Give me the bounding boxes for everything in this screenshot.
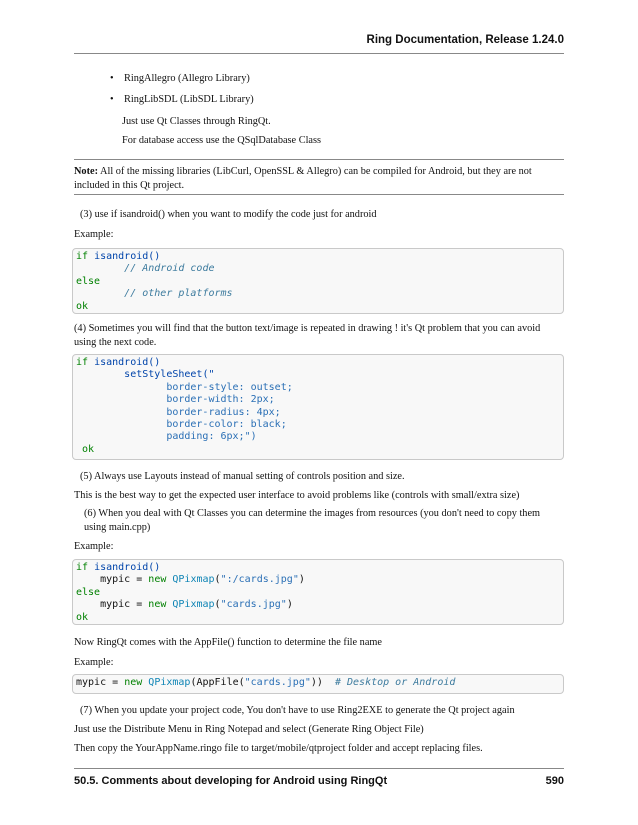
- code-token: mypic: [100, 574, 131, 586]
- bullet-text: RingAllegro (Allegro Library): [124, 73, 250, 84]
- code-comment: # Desktop or Android: [334, 677, 456, 688]
- code-token: QPixmap: [172, 574, 215, 586]
- code-token: =: [136, 599, 143, 611]
- code-string: border-color: black;: [166, 418, 287, 430]
- bullet-list: [110, 73, 254, 115]
- code-comment: // other platforms: [124, 288, 233, 300]
- item-6: (6) When you deal with Qt Classes you can determine the images from resources (you don't need to copy them using main.cpp): [84, 508, 541, 533]
- code-string: border-style: outset;: [166, 381, 293, 393]
- paragraph-best-way: This is the best way to get the expected user interface to avoid problems like (controls with small/extra size): [74, 490, 520, 501]
- note-label: Note:: [74, 166, 99, 177]
- note-top-rule: [74, 159, 564, 160]
- paragraph-db: For database access use the QSqlDatabase Class: [122, 135, 322, 146]
- footer-rule: [74, 768, 564, 769]
- code-block-4: [72, 674, 564, 694]
- code-token: ok: [76, 611, 89, 623]
- code-token: new: [124, 677, 143, 688]
- code-token: =: [112, 677, 119, 688]
- code-token: mypic: [76, 677, 107, 688]
- code-string: "cards.jpg": [220, 599, 287, 611]
- bullet-item: • RingLibSDL (LibSDL Library): [110, 94, 254, 105]
- code-block-3: if isandroid() mypic = new QPixmap(":/cards.jpg") else mypic = new QPixmap("cards.jpg") ok: [72, 559, 564, 625]
- example-label: Example:: [74, 657, 114, 668]
- code-token: if: [76, 562, 89, 573]
- footer-section: 50.5. Comments about developing for Android using RingQt: [74, 775, 388, 787]
- code-token: setStyleSheet(": [124, 369, 215, 381]
- item-3: (3) use if isandroid() when you want to modify the code just for android: [80, 209, 377, 220]
- note-text: All of the missing libraries (LibCurl, OpenSSL & Allegro) can be compiled for Android, but they are not included in this Qt project.: [74, 166, 532, 191]
- code-string: ":/cards.jpg": [220, 574, 299, 586]
- code-token: else: [76, 275, 101, 287]
- code-token: else: [76, 586, 101, 598]
- code-token: isandroid(): [94, 251, 161, 262]
- item-4: (4) Sometimes you will find that the button text/image is repeated in drawing ! it's Qt problem that you can avoid using the next code.: [74, 323, 541, 348]
- code-string: border-radius: 4px;: [166, 406, 281, 418]
- note-bottom-rule: [74, 194, 564, 195]
- code-string: "cards.jpg": [244, 677, 311, 688]
- page-header: Ring Documentation, Release 1.24.0: [366, 34, 564, 46]
- code-token: =: [136, 574, 143, 586]
- code-string: border-width: 2px;: [166, 394, 275, 406]
- page-number: 590: [545, 775, 564, 787]
- code-token: isandroid(): [94, 562, 161, 573]
- code-token: QPixmap: [148, 677, 191, 688]
- paragraph-distribute: Just use the Distribute Menu in Ring Notepad and select (Generate Ring Object File): [74, 724, 424, 735]
- code-token: mypic: [100, 599, 131, 611]
- paragraph-copy: Then copy the YourAppName.ringo file to target/mobile/qtproject folder and accept replacing files.: [74, 743, 483, 754]
- paragraph-qt: Just use Qt Classes through RingQt.: [122, 116, 271, 127]
- example-label: Example:: [74, 541, 114, 552]
- header-rule: [74, 53, 564, 54]
- code-token: QPixmap: [172, 599, 215, 611]
- note-box: [74, 165, 564, 193]
- example-label: Example:: [74, 229, 114, 240]
- code-token: new: [148, 574, 167, 586]
- item-5: (5) Always use Layouts instead of manual setting of controls position and size.: [80, 471, 405, 482]
- bullet-item: • RingAllegro (Allegro Library): [110, 73, 250, 84]
- paragraph-appfile: Now RingQt comes with the AppFile() function to determine the file name: [74, 637, 382, 648]
- code-token: ok: [82, 443, 95, 455]
- code-block-1: [72, 248, 564, 314]
- code-token: if: [76, 251, 89, 262]
- code-token: ok: [76, 300, 89, 312]
- bullet-text: RingLibSDL (LibSDL Library): [124, 94, 254, 105]
- item-7: (7) When you update your project code, You don't have to use Ring2EXE to generate the Qt project again: [80, 705, 515, 716]
- code-token: if: [76, 357, 89, 368]
- code-token: isandroid(): [94, 357, 161, 368]
- code-token: (AppFile(: [190, 677, 245, 688]
- code-string: padding: 6px;"): [166, 431, 257, 443]
- code-token: )): [310, 677, 323, 688]
- page-footer: [74, 775, 564, 787]
- code-token: new: [148, 599, 167, 611]
- code-comment: // Android code: [124, 263, 215, 275]
- code-block-2: [72, 354, 564, 460]
